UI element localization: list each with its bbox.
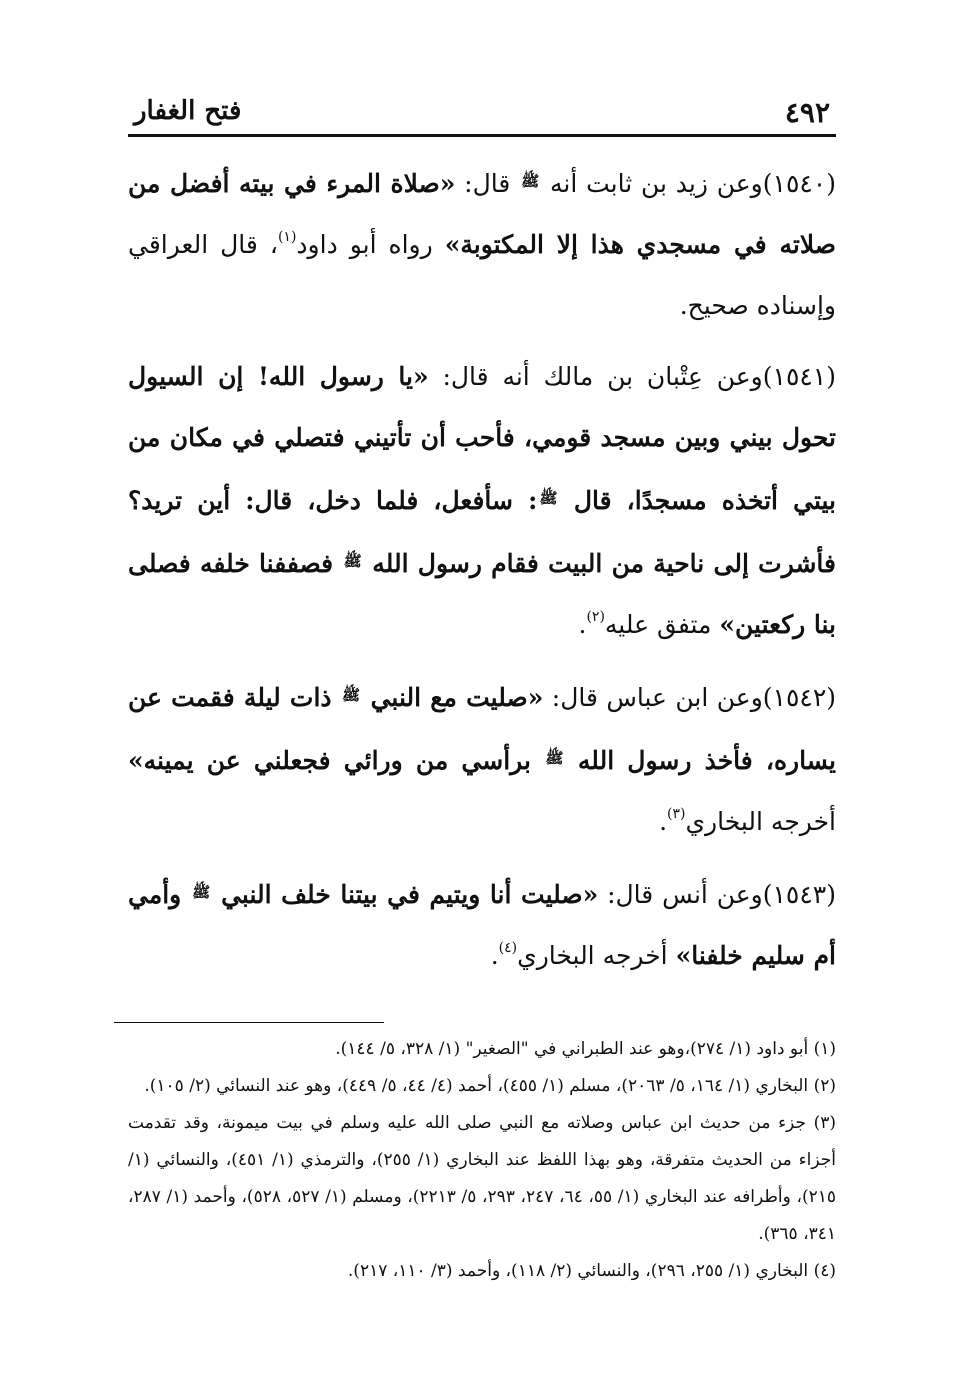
hadith-quote-cont: ذات ليلة فقمت عن يساره، فأخذ رسول الله [128,683,837,775]
footnote-text: جزء من حديث ابن عباس وصلاته مع النبي صلى الله عليه وسلم في بيت ميمونة، وقد تقدمت أجزاء من الحديث متفرقة، وهو بهذا اللفظ عند البخاري (١/ ٢٥٥)، والترمذي (١/ ٤٥١)، والنسائي (١/ ٢١٥)، وأطرافه عند البخاري (١/ ٥٥، ٦٤، ٢٤٧، ٢٩٣، ٥/ ٢٢١٣)، ومسلم (١/ ٥٢٧، ٥٢٨)، وأحمد (١/ ٢٨٧، ٣٤١، ٣٦٥). [128,1113,836,1244]
footnote-ref: (٢) [586,609,605,625]
footnote-separator [114,1022,384,1023]
hadith-quote-cont: : سأفعل، فلما دخل، قال: أين تريد؟ فأشرت إلى ناحية من البيت فقام رسول الله [128,486,836,578]
hadith-intro: وعن ابن عباس قال: [551,683,763,712]
running-title: فتح الغفار [134,96,242,126]
footnote-1 [128,1031,836,1068]
footnote-2 [128,1068,836,1105]
hadith-quote: «صلاة المرء في بيته أفضل من صلاته في مسجدي هذا إلا المكتوبة» [128,169,836,259]
footnote-marker: (٤) [813,1261,836,1281]
hadith-1543 [128,862,836,986]
hadith-source: أخرجه البخاري [517,941,668,970]
hadith-source: متفق عليه [604,610,712,639]
hadith-end: . [578,610,587,639]
hadith-quote-end: فصففنا خلفه فصلى بنا ركعتين» [128,549,836,639]
salutation-glyph: ﷺ [521,172,540,190]
salutation-glyph: ﷺ [342,686,361,704]
hadith-number: (١٥٤٠) [762,169,836,198]
hadith-quote-end: برأسي من ورائي فجعلني عن يمينه» [128,746,531,775]
salutation-glyph: ﷺ [539,489,558,507]
hadith-intro: وعن عِتْبان بن مالك أنه قال: [442,362,763,391]
hadith-quote: «صليت أنا ويتيم في بيتنا خلف النبي [221,880,599,909]
hadith-number: (١٥٤١) [762,362,836,391]
footnote-4 [128,1253,836,1290]
footnote-separator-wrap [128,996,836,1031]
footnote-3 [128,1105,836,1253]
footnote-marker: (٢) [813,1076,836,1096]
salutation-glyph: ﷺ [545,749,564,767]
main-text [128,151,836,986]
hadith-quote-end: وأمي أم سليم خلفنا» [128,880,836,970]
book-page [128,92,836,1290]
hadith-1540 [128,151,836,336]
salutation-glyph: ﷺ [192,883,211,901]
footnote-ref: (٤) [498,940,518,956]
hadith-number: (١٥٤٢) [762,683,837,712]
hadith-number: (١٥٤٣) [762,880,836,909]
footnote-text: أبو داود (١/ ٢٧٤)،وهو عند الطبراني في "الصغير" (١/ ٣٢٨، ٥/ ١٤٤). [335,1039,809,1059]
footnote-ref: (١) [277,229,297,245]
footnote-marker: (٣) [813,1113,836,1133]
footnotes [128,1031,836,1290]
hadith-intro: وعن أنس قال: [607,880,763,909]
footnote-ref: (٣) [667,806,686,822]
page-header [128,92,836,137]
hadith-1542 [128,665,836,852]
footnote-text: البخاري (١/ ١٦٤، ٥/ ٢٠٦٣)، مسلم (١/ ٤٥٥)، أحمد (٤/ ٤٤، ٥/ ٤٤٩)، وهو عند النسائي (٢/ ١٠٥). [144,1076,809,1096]
hadith-quote: «يا رسول الله! إن السيول تحول بيني وبين مسجد قومي، فأحب أن تأتيني فتصلي في مكان من بيتي أتخذه مسجدًا، قال [128,362,836,515]
hadith-said: قال: [464,169,511,198]
hadith-quote: «صليت مع النبي [370,683,544,712]
hadith-source: رواه أبو داود [296,230,433,259]
hadith-source: أخرجه البخاري [685,807,836,836]
footnote-marker: (١) [813,1039,836,1059]
hadith-1541 [128,346,836,655]
footnote-text: البخاري (١/ ٢٥٥، ٢٩٦)، والنسائي (٢/ ١١٨)، وأحمد (٣/ ١١٠، ٢١٧). [347,1261,809,1281]
salutation-glyph: ﷺ [343,552,362,570]
hadith-end: . [659,807,668,836]
hadith-grading: ، قال العراقي وإسناده صحيح. [128,230,836,320]
page-number: ٤٩٢ [784,96,830,129]
hadith-intro: وعن زيد بن ثابت أنه [550,169,763,198]
hadith-end: . [490,941,499,970]
